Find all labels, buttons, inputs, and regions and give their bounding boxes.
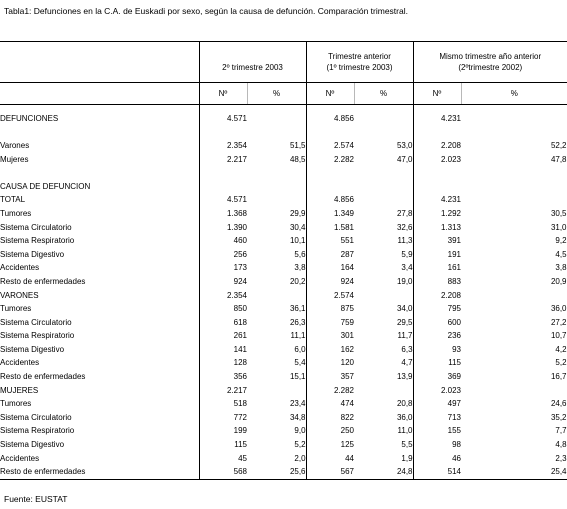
cell-count xyxy=(413,126,461,140)
row-label: Sistema Digestivo xyxy=(0,440,65,450)
table-row xyxy=(0,275,567,289)
col-header-pct: % xyxy=(354,83,413,105)
cell-count: 46 xyxy=(413,452,461,466)
cell-percent: 3,8 xyxy=(461,262,567,276)
cell-count: 199 xyxy=(199,425,247,439)
header-corner xyxy=(0,42,199,83)
row-label: Accidentes xyxy=(0,263,40,273)
row-label xyxy=(0,166,199,180)
table-row xyxy=(0,384,567,398)
cell-percent xyxy=(247,384,306,398)
group-header-line1: Trimestre anterior xyxy=(328,52,391,61)
cell-percent: 32,6 xyxy=(396,222,413,232)
table-row xyxy=(0,370,567,384)
cell-percent: 3,8 xyxy=(294,263,306,273)
cell-percent: 4,5 xyxy=(461,248,567,262)
table-row xyxy=(0,357,567,371)
cell-count: 4.231 xyxy=(413,194,461,208)
cell-count: 2.574 xyxy=(306,289,354,303)
row-label: VARONES xyxy=(0,290,39,300)
table-row xyxy=(0,153,567,167)
cell-count: 4.571 xyxy=(199,194,247,208)
table-row xyxy=(0,166,567,180)
cell-percent: 4,7 xyxy=(401,358,413,368)
cell-percent xyxy=(247,112,306,126)
cell-count: 2.208 xyxy=(413,289,461,303)
cell-count: 128 xyxy=(199,357,247,371)
cell-percent: 51,5 xyxy=(289,140,306,150)
cell-count: 356 xyxy=(199,370,247,384)
cell-percent: 30,4 xyxy=(289,222,306,232)
cell-percent: 52,2 xyxy=(461,139,567,153)
cell-count: 357 xyxy=(306,370,354,384)
cell-percent: 47,0 xyxy=(396,154,413,164)
row-label xyxy=(0,126,199,140)
cell-percent xyxy=(354,384,413,398)
cell-count: 460 xyxy=(199,234,247,248)
cell-percent xyxy=(354,166,413,180)
col-header-pct: % xyxy=(247,83,306,105)
cell-count xyxy=(306,126,354,140)
cell-count: 236 xyxy=(413,330,461,344)
table-row xyxy=(0,126,567,140)
cell-count: 391 xyxy=(413,234,461,248)
cell-percent: 5,5 xyxy=(401,440,413,450)
cell-percent xyxy=(461,166,567,180)
row-label: Sistema Circulatorio xyxy=(0,222,72,232)
cell-count: 2.574 xyxy=(306,139,354,153)
group-header-previous xyxy=(306,42,413,83)
cell-percent: 5,2 xyxy=(461,357,567,371)
cell-percent: 20,8 xyxy=(396,399,413,409)
cell-count: 2.208 xyxy=(413,139,461,153)
header-corner xyxy=(0,83,199,105)
cell-count: 44 xyxy=(306,452,354,466)
cell-count: 850 xyxy=(199,302,247,316)
cell-count: 162 xyxy=(306,343,354,357)
cell-percent: 11,1 xyxy=(290,331,306,341)
table-row xyxy=(0,316,567,330)
group-header-row xyxy=(0,42,567,83)
cell-count: 567 xyxy=(306,465,354,479)
cell-count xyxy=(413,166,461,180)
cell-count: 518 xyxy=(199,397,247,411)
cell-percent: 6,3 xyxy=(401,344,413,354)
table-row xyxy=(0,452,567,466)
group-header-current xyxy=(199,42,306,83)
row-label: Resto de enfermedades xyxy=(0,372,86,382)
cell-percent: 30,5 xyxy=(461,207,567,221)
cell-count: 795 xyxy=(413,302,461,316)
row-label: Sistema Digestivo xyxy=(0,249,65,259)
cell-percent: 34,0 xyxy=(396,304,413,314)
spacer-row xyxy=(0,105,567,113)
cell-percent xyxy=(354,180,413,194)
cell-count: 191 xyxy=(413,248,461,262)
cell-count: 551 xyxy=(306,234,354,248)
cell-count: 713 xyxy=(413,411,461,425)
row-label: Sistema Respiratorio xyxy=(0,236,75,246)
row-label: Tumores xyxy=(0,399,32,409)
row-label: MUJERES xyxy=(0,385,39,395)
group-header-year-ago xyxy=(413,42,567,83)
cell-percent: 5,4 xyxy=(294,358,306,368)
cell-percent: 2,0 xyxy=(294,453,306,463)
row-label: Tumores xyxy=(0,304,32,314)
table-row xyxy=(0,180,567,194)
cell-count: 93 xyxy=(413,343,461,357)
cell-count: 301 xyxy=(306,330,354,344)
cell-count: 822 xyxy=(306,411,354,425)
row-label: Sistema Digestivo xyxy=(0,344,65,354)
col-header-n: Nº xyxy=(199,83,247,105)
cell-percent xyxy=(461,194,567,208)
cell-percent: 31,0 xyxy=(461,221,567,235)
cell-count: 250 xyxy=(306,425,354,439)
row-label: Sistema Respiratorio xyxy=(0,331,75,341)
group-header-line2: 2º trimestre 2003 xyxy=(222,63,283,72)
table-row xyxy=(0,411,567,425)
cell-percent: 35,2 xyxy=(461,411,567,425)
cell-percent: 5,9 xyxy=(401,249,413,259)
row-label: Sistema Respiratorio xyxy=(0,426,75,436)
cell-percent: 4,8 xyxy=(461,438,567,452)
source-note: Fuente: EUSTAT xyxy=(4,494,68,504)
cell-count: 173 xyxy=(199,262,247,276)
cell-count: 600 xyxy=(413,316,461,330)
table-body xyxy=(0,42,567,480)
cell-count xyxy=(306,166,354,180)
row-label: Varones xyxy=(0,140,30,150)
cell-count xyxy=(199,166,247,180)
cell-percent: 23,4 xyxy=(289,399,306,409)
cell-count: 2.023 xyxy=(413,384,461,398)
cell-count xyxy=(199,126,247,140)
cell-count: 2.217 xyxy=(199,384,247,398)
cell-percent: 24,8 xyxy=(354,465,413,479)
row-label: Accidentes xyxy=(0,453,40,463)
cell-percent: 6,0 xyxy=(294,344,306,354)
cell-percent: 36,0 xyxy=(461,302,567,316)
cell-count: 883 xyxy=(413,275,461,289)
cell-percent xyxy=(461,126,567,140)
cell-percent: 36,1 xyxy=(289,304,306,314)
cell-percent: 47,8 xyxy=(461,153,567,167)
row-label: TOTAL xyxy=(0,195,26,205)
row-label: Tumores xyxy=(0,208,32,218)
table-row xyxy=(0,330,567,344)
cell-count: 369 xyxy=(413,370,461,384)
deaths-table xyxy=(0,41,567,480)
cell-count: 1.368 xyxy=(199,207,247,221)
table-row xyxy=(0,289,567,303)
cell-count: 474 xyxy=(306,397,354,411)
col-header-n: Nº xyxy=(413,83,461,105)
cell-count: 2.282 xyxy=(306,384,354,398)
table-row xyxy=(0,425,567,439)
row-label: Resto de enfermedades xyxy=(0,276,86,286)
cell-percent: 7,7 xyxy=(461,425,567,439)
cell-count: 98 xyxy=(413,438,461,452)
cell-count: 161 xyxy=(413,262,461,276)
cell-percent: 25,4 xyxy=(461,465,567,479)
col-header-pct: % xyxy=(461,83,567,105)
cell-count: 618 xyxy=(199,316,247,330)
table-row xyxy=(0,221,567,235)
cell-count: 115 xyxy=(413,357,461,371)
cell-count: 514 xyxy=(413,465,461,479)
column-header-row xyxy=(0,83,567,105)
cell-percent: 29,5 xyxy=(396,317,413,327)
cell-count xyxy=(199,180,247,194)
table-row xyxy=(0,343,567,357)
cell-count: 2.023 xyxy=(413,153,461,167)
cell-count: 568 xyxy=(199,465,247,479)
cell-percent xyxy=(354,112,413,126)
cell-percent xyxy=(354,289,413,303)
cell-count: 4.856 xyxy=(306,194,354,208)
cell-percent: 19,0 xyxy=(396,276,413,286)
cell-count: 4.856 xyxy=(306,112,354,126)
cell-count: 875 xyxy=(306,302,354,316)
cell-percent: 25,6 xyxy=(247,465,306,479)
cell-count: 256 xyxy=(199,248,247,262)
cell-count xyxy=(306,180,354,194)
cell-percent xyxy=(354,126,413,140)
cell-percent: 15,1 xyxy=(289,372,306,382)
cell-percent: 5,6 xyxy=(294,249,306,259)
table-row xyxy=(0,139,567,153)
cell-count: 759 xyxy=(306,316,354,330)
table-row xyxy=(0,302,567,316)
cell-count: 497 xyxy=(413,397,461,411)
cell-count: 4.571 xyxy=(199,112,247,126)
cell-percent xyxy=(247,289,306,303)
cell-percent: 36,0 xyxy=(396,412,413,422)
cell-percent: 29,9 xyxy=(289,208,306,218)
cell-count: 1.292 xyxy=(413,207,461,221)
cell-percent: 2,3 xyxy=(461,452,567,466)
row-label: Accidentes xyxy=(0,358,40,368)
cell-count: 2.354 xyxy=(199,289,247,303)
cell-count: 115 xyxy=(199,438,247,452)
cell-count: 924 xyxy=(199,275,247,289)
cell-count: 45 xyxy=(199,452,247,466)
cell-count: 1.349 xyxy=(306,207,354,221)
cell-count: 164 xyxy=(306,262,354,276)
cell-percent: 24,6 xyxy=(461,397,567,411)
table-caption: Tabla1: Defunciones en la C.A. de Euskadi por sexo, según la causa de defunción. Comparación trimestral. xyxy=(4,6,408,16)
cell-count: 141 xyxy=(199,343,247,357)
cell-percent xyxy=(354,194,413,208)
cell-percent: 11,0 xyxy=(397,426,413,436)
cell-percent xyxy=(247,194,306,208)
cell-percent: 9,2 xyxy=(461,234,567,248)
group-header-line1: Mismo trimestre año anterior xyxy=(439,52,542,61)
table-row xyxy=(0,397,567,411)
cell-percent xyxy=(247,126,306,140)
cell-count: 261 xyxy=(199,330,247,344)
cell-percent: 16,7 xyxy=(461,370,567,384)
cell-percent: 13,9 xyxy=(396,372,413,382)
cell-percent: 3,4 xyxy=(401,263,413,273)
row-label: CAUSA DE DEFUNCION xyxy=(0,181,91,191)
row-label: Sistema Circulatorio xyxy=(0,317,72,327)
table-row xyxy=(0,465,567,479)
cell-count: 155 xyxy=(413,425,461,439)
cell-percent: 10,7 xyxy=(461,330,567,344)
row-label: Sistema Circulatorio xyxy=(0,412,72,422)
cell-percent: 20,2 xyxy=(289,276,306,286)
cell-percent: 53,0 xyxy=(396,140,413,150)
cell-count xyxy=(413,180,461,194)
cell-count: 772 xyxy=(199,411,247,425)
cell-percent: 48,5 xyxy=(289,154,306,164)
table-row xyxy=(0,262,567,276)
cell-percent: 34,8 xyxy=(289,412,306,422)
cell-percent: 4,2 xyxy=(461,343,567,357)
cell-percent: 11,3 xyxy=(397,236,413,246)
table-row xyxy=(0,207,567,221)
cell-percent xyxy=(461,384,567,398)
cell-count: 125 xyxy=(306,438,354,452)
table-row xyxy=(0,234,567,248)
cell-count: 2.354 xyxy=(199,139,247,153)
cell-percent: 20,9 xyxy=(461,275,567,289)
cell-percent: 11,7 xyxy=(397,331,413,341)
cell-percent xyxy=(461,289,567,303)
row-label: Mujeres xyxy=(0,154,29,164)
table-row xyxy=(0,112,567,126)
cell-percent xyxy=(461,180,567,194)
group-header-line2: (1º trimestre 2003) xyxy=(326,63,393,72)
cell-count: 1.390 xyxy=(199,221,247,235)
cell-percent: 10,1 xyxy=(289,236,306,246)
cell-count: 287 xyxy=(306,248,354,262)
cell-percent xyxy=(461,112,567,126)
cell-count: 924 xyxy=(306,275,354,289)
table-row xyxy=(0,438,567,452)
cell-percent: 9,0 xyxy=(294,426,306,436)
cell-count: 120 xyxy=(306,357,354,371)
row-label: DEFUNCIONES xyxy=(0,113,59,123)
cell-percent: 5,2 xyxy=(294,440,306,450)
cell-count: 4.231 xyxy=(413,112,461,126)
cell-count: 1.313 xyxy=(413,221,461,235)
cell-percent: 27,8 xyxy=(396,208,413,218)
table-row xyxy=(0,248,567,262)
group-header-line2: (2ºtrimestre 2002) xyxy=(458,63,523,72)
cell-percent xyxy=(247,180,306,194)
cell-percent: 26,3 xyxy=(289,317,306,327)
cell-percent: 1,9 xyxy=(401,453,413,463)
cell-count: 2.282 xyxy=(306,153,354,167)
cell-count: 2.217 xyxy=(199,153,247,167)
table-row xyxy=(0,194,567,208)
row-label: Resto de enfermedades xyxy=(0,465,199,479)
cell-percent: 27,2 xyxy=(461,316,567,330)
cell-percent xyxy=(247,166,306,180)
cell-count: 1.581 xyxy=(306,221,354,235)
col-header-n: Nº xyxy=(306,83,354,105)
